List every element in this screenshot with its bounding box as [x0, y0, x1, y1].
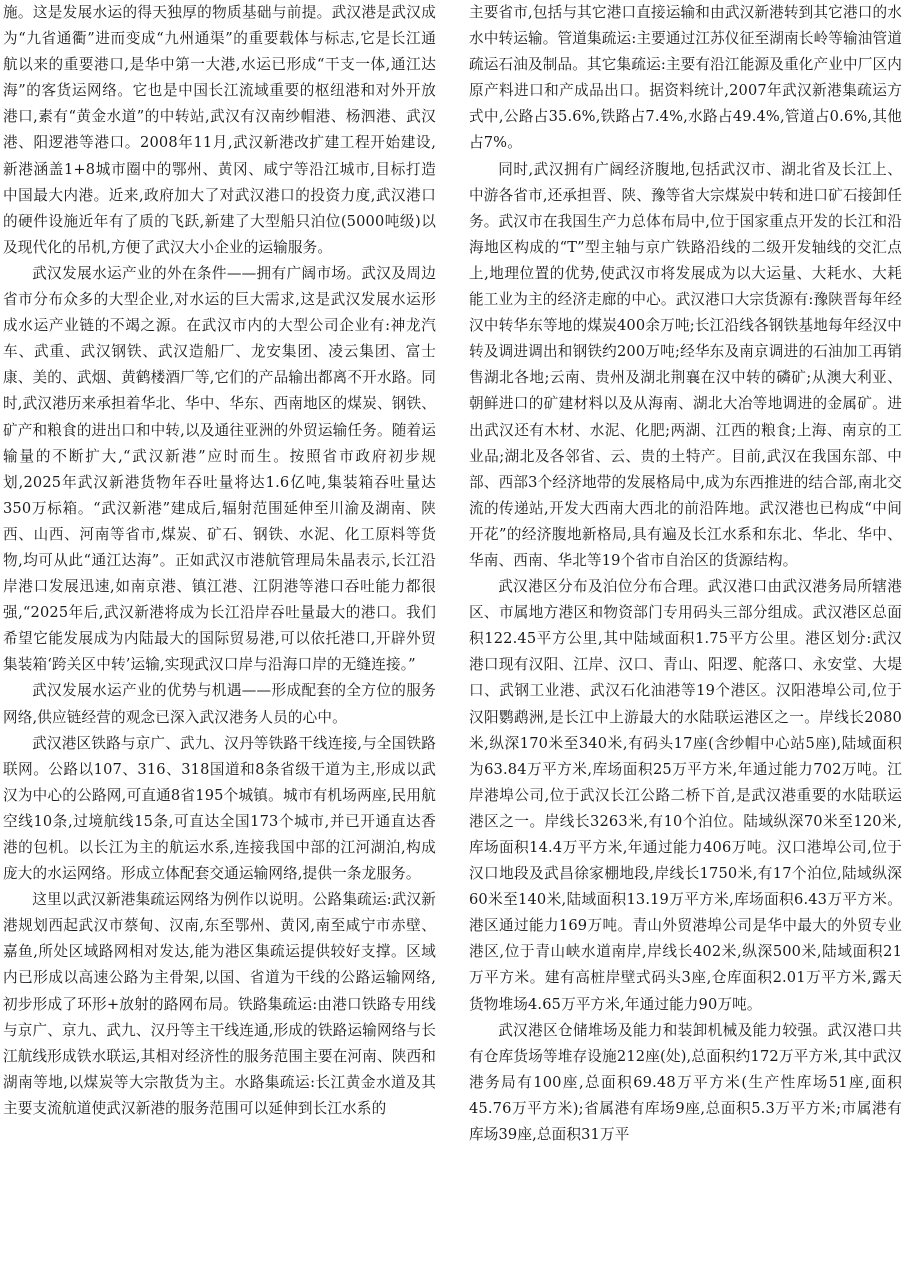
paragraph: 同时,武汉拥有广阔经济腹地,包括武汉市、湖北省及长江上、中游各省市,还承担晋、陕、豫等省大宗煤炭中转和进口矿石接卸任务。武汉市在我国生产力总体布局中,位于国家重点开发的长江和沿海地区构成的“T”型主轴与京广铁路沿线的二级开发轴线的交汇点上,地理位置的优势,使武汉市将发展成为以大运量、大耗水、大耗能工业为主的经济走廊的中心。武汉港口大宗货源有:豫陕晋每年经汉中转华东等地的煤炭400余万吨;长江沿线各钢铁基地每年经汉中转及调进调出和钢铁约200万吨;经华东及南京调进的石油加工再销售湖北各地;云南、贵州及湖北荆襄在汉中转的磷矿;从澳大利亚、朝鲜进口的矿建材料以及从海南、湖北大冶等地调进的金属矿。进出武汉还有木材、水泥、化肥;两湖、江西的粮食;上海、南京的工业品;湖北及各邻省、云、贵的土特产。目前,武汉在我国东部、中部、西部3个经济地带的发展格局中,成为东西推进的结合部,南北交流的传递站,开发大西南大西北的前沿阵地。武汉港也已构成“中间开花”的经济腹地新格局,具有遍及长江水系和东北、华北、华中、华南、西南、华北等19个省市自治区的货源结构。: [469, 160, 902, 569]
paragraph: 施。这是发展水运的得天独厚的物质基础与前提。武汉港是武汉成为“九省通衢”进而变成“九州通渠”的重要载体与标志,它是长江通航以来的重要港口,是华中第一大港,水运已形成“干支一体,通江达海”的客货运网络。它也是中国长江流域重要的枢纽港和对外开放港口,素有“黄金水道”的中转站,武汉有汉南纱帽港、杨泗港、武汉港、阳逻港等港口。2008年11月,武汉新港改扩建工程开始建设,新港涵盖1+8城市圈中的鄂州、黄冈、咸宁等沿江城市,目标打造中国最大内港。近来,政府加大了对武汉港口的投资力度,武汉港口的硬件设施近年有了质的飞跃,新建了大型船只泊位(5000吨级)以及现代化的吊机,方便了武汉大小企业的运输服务。: [3, 4, 436, 256]
left-column: [3, 0, 436, 1285]
paragraph: 武汉发展水运产业的外在条件——拥有广阔市场。武汉及周边省市分布众多的大型企业,对水运的巨大需求,这是武汉发展水运形成水运产业链的不竭之源。在武汉市内的大型公司企业有:神龙汽车、武重、武汉钢铁、武汉造船厂、龙安集团、凌云集团、富士康、美的、武烟、黄鹤楼酒厂等,它们的产品输出都离不开水路。同时,武汉港历来承担着华北、华中、华东、西南地区的煤炭、钢铁、矿产和粮食的进出口和中转,以及通往亚洲的外贸运输任务。随着运输量的不断扩大,“武汉新港”应时而生。按照省市政府初步规划,2025年武汉新港货物年吞吐量将达1.6亿吨,集装箱吞吐量达350万标箱。“武汉新港”建成后,辐射范围延伸至川渝及湖南、陕西、山西、河南等省市,煤炭、矿石、钢铁、水泥、化工原料等货物,均可从此“通江达海”。正如武汉市港航管理局朱晶表示,长江沿岸港口发展迅速,如南京港、镇江港、江阴港等港口吞吐能力都很强,“2025年后,武汉新港将成为长江沿岸吞吐量最大的港口。我们希望它能发展成为内陆最大的国际贸易港,可以依托港口,开辟外贸集装箱‘跨关区中转’运输,实现武汉口岸与沿海口岸的无缝连接。”: [3, 264, 436, 674]
paragraph: 这里以武汉新港集疏运网络为例作以说明。公路集疏运:武汉新港规划西起武汉市蔡甸、汉南,东至鄂州、黄冈,南至咸宁市赤壁、嘉鱼,所处区域路网相对发达,能为港区集疏运提供较好支撑。区域内已形成以高速公路为主骨架,以国、省道为干线的公路运输网络,初步形成了环形+放射的路网布局。铁路集疏运:由港口铁路专用线与京广、京九、武九、汉丹等主干线连通,形成的铁路运输网络与长江航线形成铁水联运,其相对经济性的服务范围主要在河南、陕西和湖南等地,以煤炭等大宗散货为主。水路集疏运:长江黄金水道及其主要支流航道使武汉新港的服务范围可以延伸到长江水系的: [3, 891, 436, 1117]
right-column: [469, 0, 902, 1285]
paragraph: 主要省市,包括与其它港口直接运输和由武汉新港转到其它港口的水水中转运输。管道集疏运:主要通过江苏仪征至湖南长岭等输油管道疏运石油及制品。其它集疏运:主要有沿江能源及重化产业中厂区内原产料进口和产成品出口。据资料统计,2007年武汉新港集疏运方式中,公路占35.6%,铁路占7.4%,水路占49.4%,管道占0.6%,其他占7%。: [469, 4, 902, 152]
paragraph: 武汉港区分布及泊位分布合理。武汉港口由武汉港务局所辖港区、市属地方港区和物资部门专用码头三部分组成。武汉港区总面积122.45平方公里,其中陆域面积1.75平方公里。港区划分:武汉港口现有汉阳、江岸、汉口、青山、阳逻、舵落口、永安堂、大堤口、武钢工业港、武汉石化油港等19个港区。汉阳港埠公司,位于汉阳鹦鹉洲,是长江中上游最大的水陆联运港区之一。岸线长2080米,纵深170米至340米,有码头17座(含纱帽中心站5座),陆域面积为63.84万平方米,库场面积25万平方米,年通过能力702万吨。江岸港埠公司,位于武汉长江公路二桥下首,是武汉港重要的水陆联运港区之一。岸线长3263米,有10个泊位。陆域纵深70米至120米,库场面积14.4万平方米,年通过能力406万吨。汉口港埠公司,位于汉口地段及武昌徐家棚地段,岸线长1750米,有17个泊位,陆域纵深60米至140米,陆域面积13.19万平方米,库场面积6.43万平方米。港区通过能力169万吨。青山外贸港埠公司是华中最大的外贸专业港区,位于青山峡水道南岸,岸线长402米,纵深500米,陆域面积21万平方米。建有高桩岸壁式码头3座,仓库面积2.01万平方米,露天货物堆场4.65万平方米,年通过能力90万吨。: [469, 578, 902, 1013]
paragraph: 武汉港区铁路与京广、武九、汉丹等铁路干线连接,与全国铁路联网。公路以107、316、318国道和8条省级干道为主,形成以武汉为中心的公路网,可直通8省195个城镇。城市有机场两座,民用航空线10条,过境航线15条,可直达全国173个城市,并已开通直达香港的包机。以长江为主的航运水系,连接我国中部的江河湖泊,构成庞大的水运网络。形成立体配套交通运输网络,提供一条龙服务。: [3, 734, 436, 883]
paragraph: 武汉港区仓储堆场及能力和装卸机械及能力较强。武汉港口共有仓库货场等堆存设施212座(处),总面积约172万平方米,其中武汉港务局有100座,总面积69.48万平方米(生产性库场51座,面积45.76万平方米);省属港有库场9座,总面积5.3万平方米;市属港有库场39座,总面积31万平: [469, 1021, 902, 1144]
paragraph: 武汉发展水运产业的优势与机遇——形成配套的全方位的服务网络,供应链经营的观念已深入武汉港务人员的心中。: [3, 682, 436, 726]
